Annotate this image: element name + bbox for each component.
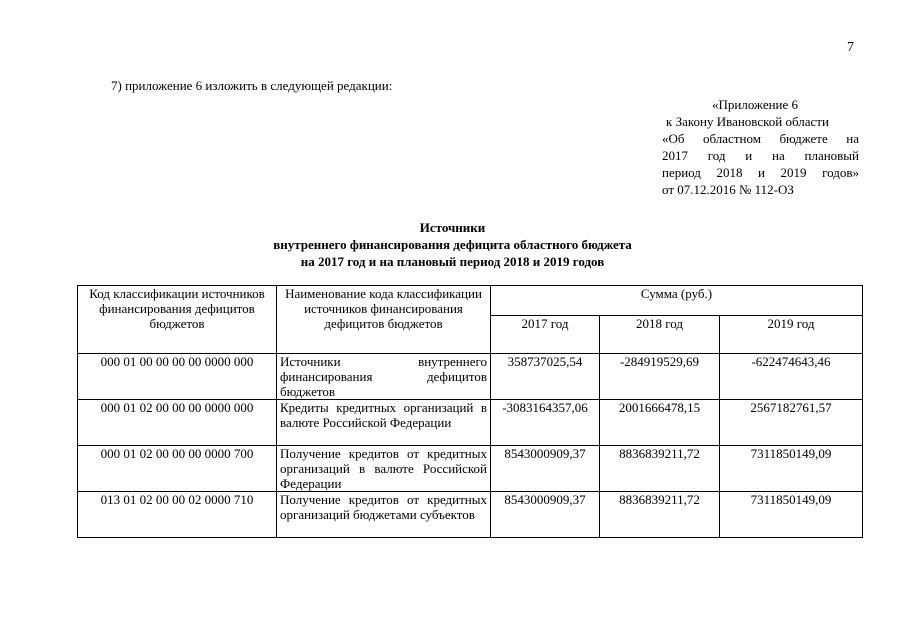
appendix-reference bbox=[662, 96, 859, 198]
row-name bbox=[277, 446, 491, 492]
intro-text: 7) приложение 6 изложить в следующей редакции: bbox=[111, 78, 393, 93]
row-value-2018: 2001666478,15 bbox=[600, 400, 720, 446]
row-code: 000 01 02 00 00 00 0000 000 bbox=[78, 400, 277, 446]
row-value-2019: 2567182761,57 bbox=[720, 400, 863, 446]
header-code: Код классификации источников финансирования дефицитов бюджетов bbox=[78, 286, 277, 354]
row-value-2019: 7311850149,09 bbox=[720, 446, 863, 492]
row-value-2018: 8836839211,72 bbox=[600, 446, 720, 492]
row-value-2017: 358737025,54 bbox=[491, 354, 600, 400]
row-value-2018: 8836839211,72 bbox=[600, 492, 720, 538]
header-sum: Сумма (руб.) bbox=[491, 286, 863, 316]
row-value-2017: -3083164357,06 bbox=[491, 400, 600, 446]
document-title bbox=[0, 219, 905, 270]
title-line: Источники bbox=[419, 220, 486, 235]
row-code: 000 01 00 00 00 00 0000 000 bbox=[78, 354, 277, 400]
row-name-text: Получение кредитов от кредитных организаций бюджетами субъектов bbox=[280, 492, 487, 522]
table-row bbox=[78, 446, 863, 492]
row-code: 000 01 02 00 00 00 0000 700 bbox=[78, 446, 277, 492]
appendix-line: к Закону Ивановской области bbox=[666, 114, 829, 129]
row-value-2019: 7311850149,09 bbox=[720, 492, 863, 538]
header-name: Наименование кода классификации источников финансирования дефицитов бюджетов bbox=[277, 286, 491, 354]
header-year-2017: 2017 год bbox=[491, 316, 600, 354]
table-row bbox=[78, 400, 863, 446]
title-line: на 2017 год и на плановый период 2018 и 2019 годов bbox=[300, 254, 605, 269]
title-line: внутреннего финансирования дефицита областного бюджета bbox=[273, 237, 632, 252]
table-row bbox=[78, 492, 863, 538]
header-year-2018: 2018 год bbox=[600, 316, 720, 354]
row-value-2019: -622474643,46 bbox=[720, 354, 863, 400]
appendix-line: 2017 год и на плановый bbox=[662, 148, 859, 163]
appendix-line: «Приложение 6 bbox=[712, 97, 799, 112]
row-name bbox=[277, 400, 491, 446]
row-name bbox=[277, 354, 491, 400]
row-name-text: Получение кредитов от кредитных организаций в валюте Российской Федерации bbox=[280, 446, 487, 491]
row-name bbox=[277, 492, 491, 538]
row-value-2017: 8543000909,37 bbox=[491, 446, 600, 492]
appendix-line: период 2018 и 2019 годов» bbox=[662, 165, 859, 180]
header-year-2019: 2019 год bbox=[720, 316, 863, 354]
page-number: 7 bbox=[847, 40, 854, 55]
table-row bbox=[78, 354, 863, 400]
appendix-line: от 07.12.2016 № 112-ОЗ bbox=[662, 182, 794, 197]
budget-sources-table bbox=[77, 285, 863, 538]
row-name-text: Источники внутреннего финансирования дефицитов бюджетов bbox=[280, 354, 487, 399]
row-code: 013 01 02 00 00 02 0000 710 bbox=[78, 492, 277, 538]
appendix-line: «Об областном бюджете на bbox=[662, 131, 859, 146]
row-value-2018: -284919529,69 bbox=[600, 354, 720, 400]
row-value-2017: 8543000909,37 bbox=[491, 492, 600, 538]
row-name-text: Кредиты кредитных организаций в валюте Российской Федерации bbox=[280, 400, 487, 430]
